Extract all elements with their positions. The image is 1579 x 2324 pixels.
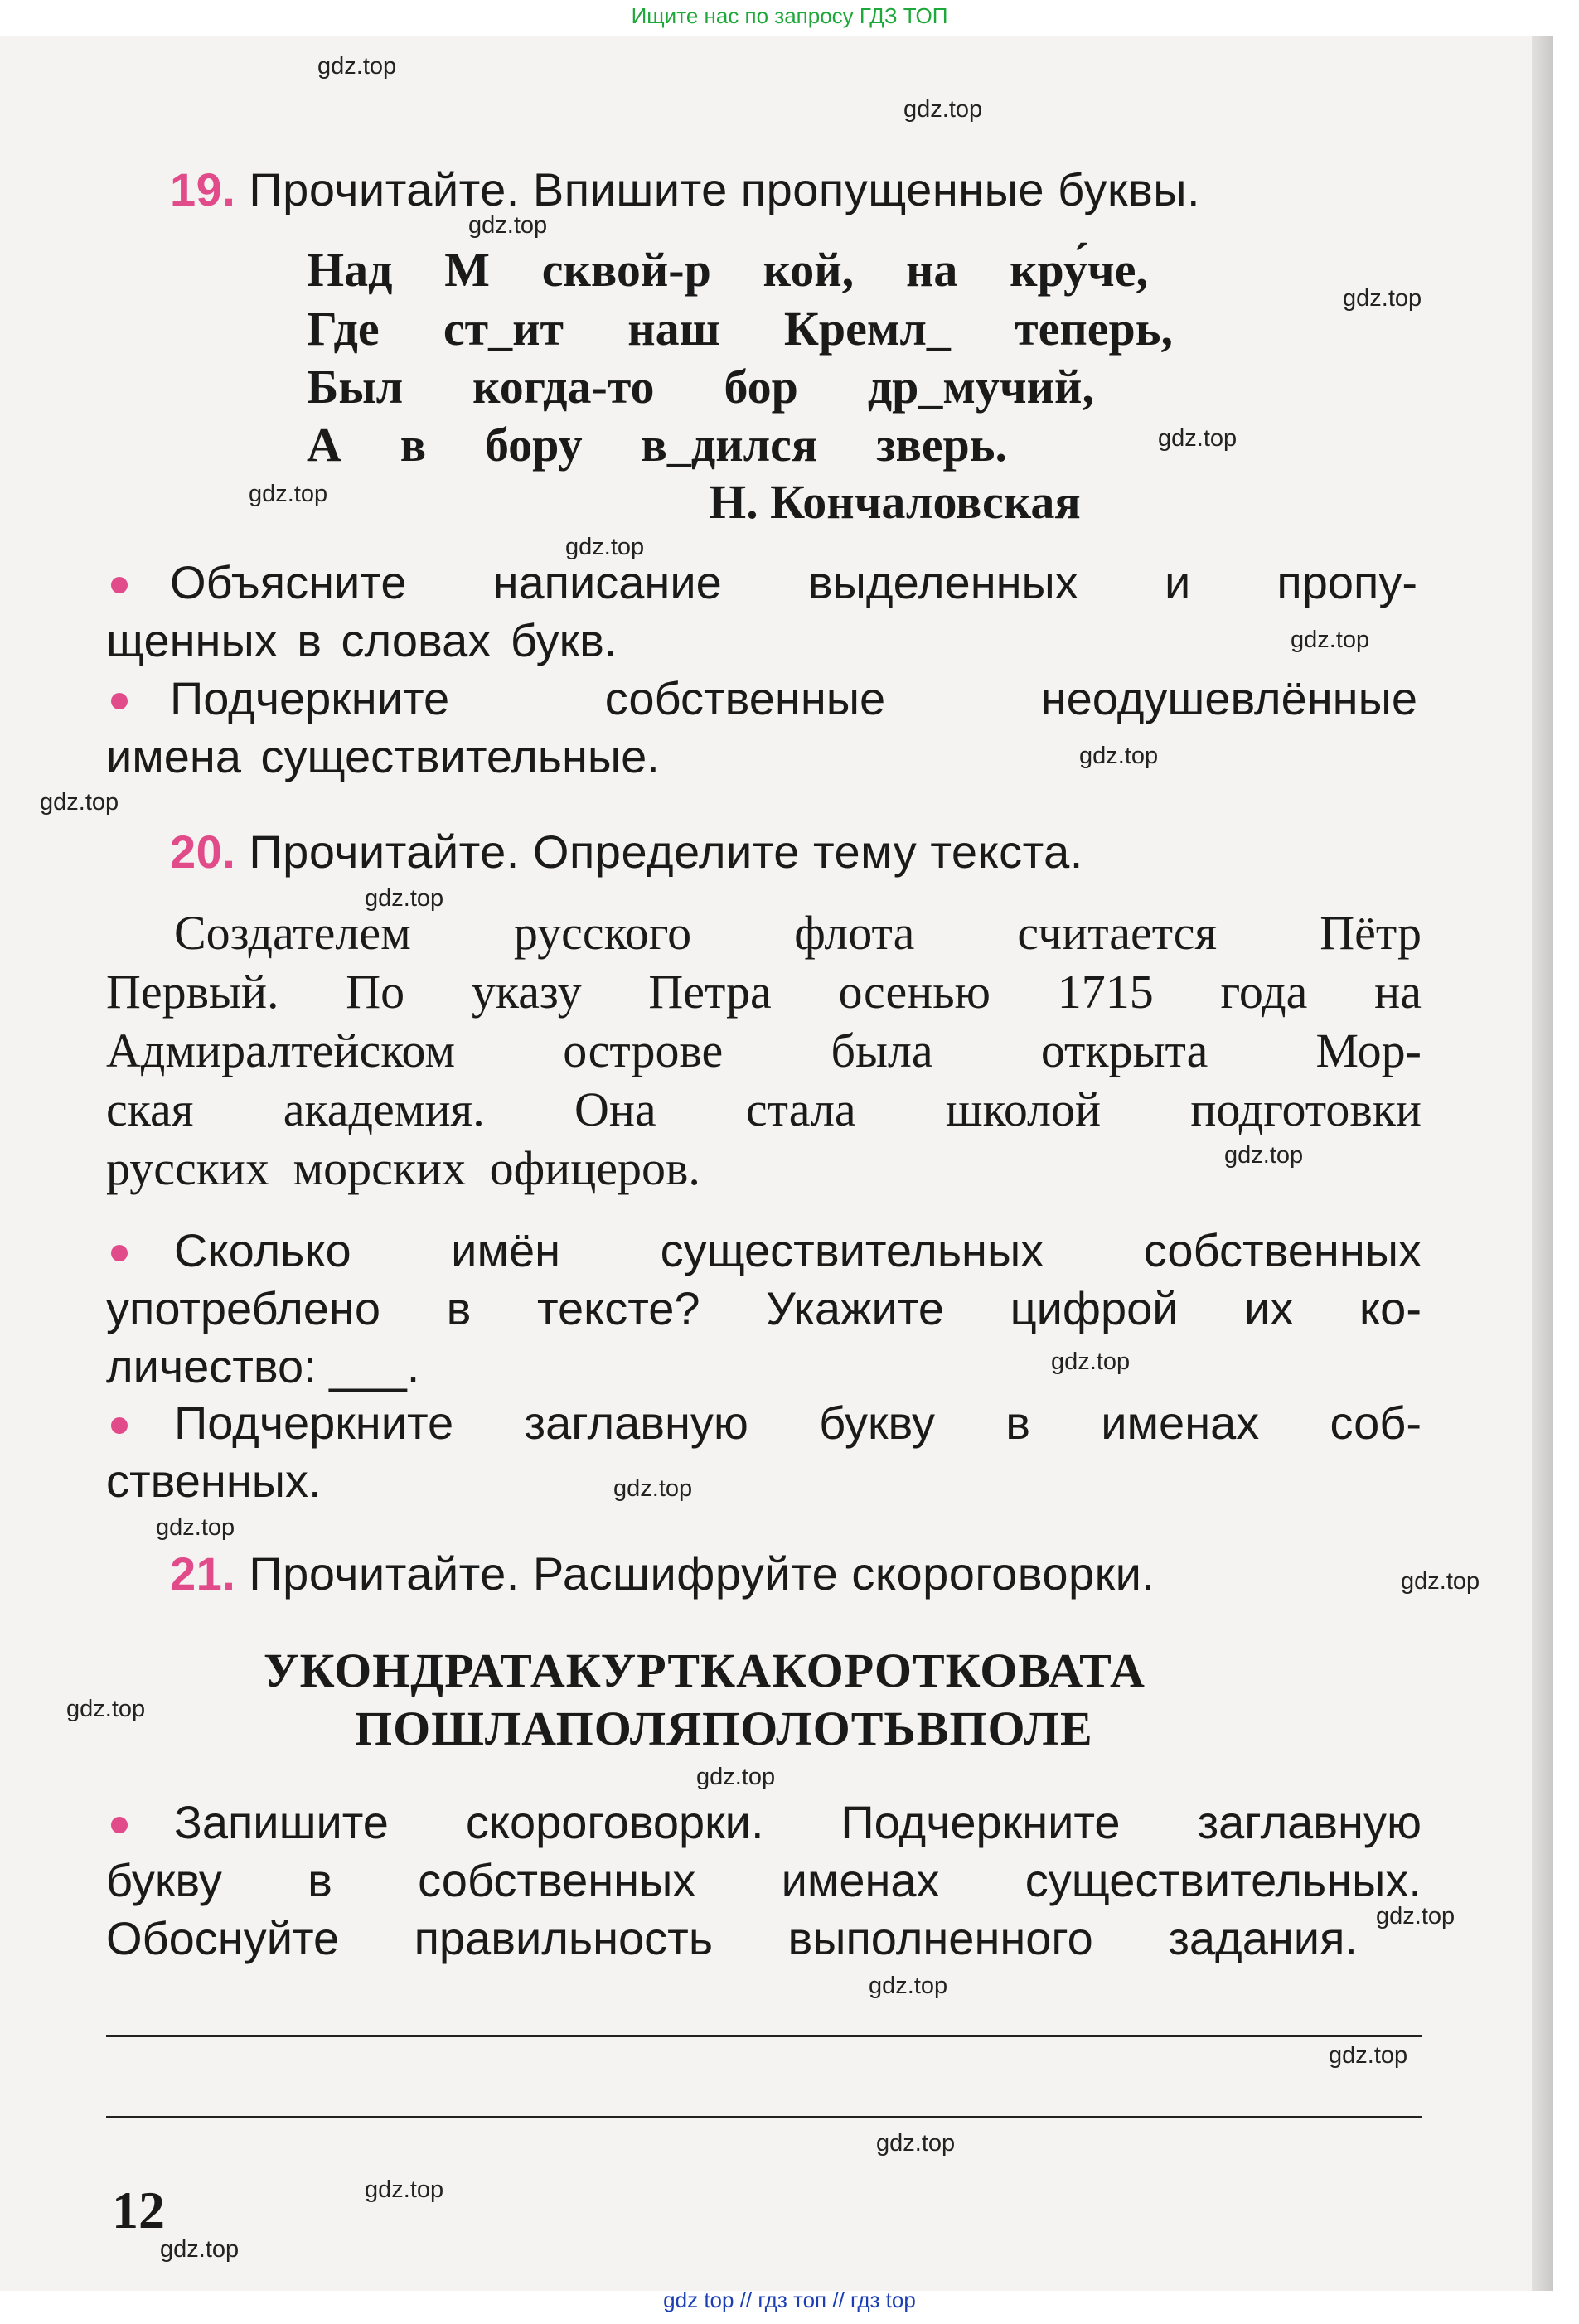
word: Она bbox=[574, 1082, 656, 1136]
poem-word: Кремл_ bbox=[783, 302, 951, 356]
poem-word: в_дился bbox=[641, 418, 818, 472]
word: Сколько bbox=[174, 1224, 351, 1276]
task-20-text-line-5: русских морских офицеров. bbox=[106, 1141, 700, 1195]
watermark: gdz.top bbox=[1291, 627, 1370, 653]
word: в bbox=[1005, 1397, 1031, 1449]
watermark: gdz.top bbox=[876, 2130, 956, 2157]
word: и bbox=[1164, 556, 1191, 608]
word: их bbox=[1244, 1282, 1294, 1334]
watermark: gdz.top bbox=[66, 1696, 146, 1722]
word: Укажите bbox=[766, 1282, 944, 1334]
watermark: gdz.top bbox=[1224, 1142, 1304, 1169]
task-21-title: Прочитайте. Расшифруйте скороговорки. bbox=[249, 1547, 1155, 1600]
word: соб- bbox=[1330, 1397, 1422, 1449]
bullet-icon bbox=[111, 1817, 128, 1833]
word: острове bbox=[563, 1024, 724, 1077]
poem-line-3 bbox=[307, 359, 1094, 414]
top-banner[interactable]: Ищите нас по запросу ГДЗ ТОП bbox=[631, 3, 948, 28]
task-19-bullet-2-line-1 bbox=[170, 671, 1417, 725]
poem-word: М bbox=[444, 243, 490, 297]
watermark: gdz.top bbox=[156, 1514, 235, 1541]
word: собственных bbox=[418, 1854, 696, 1906]
bullet-icon bbox=[111, 1245, 128, 1261]
task-21-number: 21. bbox=[170, 1547, 236, 1600]
task-20-text-line-4 bbox=[106, 1082, 1422, 1137]
task-20-text-line-3 bbox=[106, 1023, 1422, 1078]
task-19-number: 19. bbox=[170, 163, 236, 215]
answer-line-2 bbox=[106, 2116, 1422, 2118]
task-21-bullet-line-2 bbox=[106, 1853, 1422, 1907]
watermark: gdz.top bbox=[1401, 1568, 1480, 1595]
word: заглавную bbox=[524, 1397, 748, 1449]
watermark: gdz.top bbox=[40, 789, 119, 816]
watermark: gdz.top bbox=[1343, 285, 1422, 312]
watermark: gdz.top bbox=[365, 885, 444, 912]
word: Подчеркните bbox=[840, 1796, 1121, 1848]
watermark: gdz.top bbox=[869, 1973, 948, 1999]
task-20-question-1-line-2 bbox=[106, 1281, 1422, 1335]
task-20-number: 20. bbox=[170, 826, 236, 878]
poem-word: сквой-р bbox=[541, 243, 711, 297]
word: Обоснуйте bbox=[106, 1912, 340, 1964]
poem-line-2 bbox=[307, 301, 1173, 356]
task-20-question-1-line-3: личество: ___. bbox=[106, 1340, 420, 1392]
word: пропу- bbox=[1276, 556, 1417, 608]
task-19-bullet-1-line-2: щенных в словах букв. bbox=[106, 614, 618, 666]
task-20-text-line-1 bbox=[174, 905, 1422, 961]
task-19-title: Прочитайте. Впишите пропущенные буквы. bbox=[249, 163, 1201, 215]
word: По bbox=[346, 965, 405, 1019]
bullet-icon bbox=[111, 1417, 128, 1434]
word: открыта bbox=[1040, 1024, 1208, 1077]
task-20-question-2-line-2: ственных. bbox=[106, 1455, 322, 1507]
word: выделенных bbox=[807, 556, 1078, 608]
poem-author: Н. Кончаловская bbox=[709, 475, 1081, 529]
watermark: gdz.top bbox=[365, 2176, 444, 2203]
word: заглавную bbox=[1197, 1796, 1422, 1848]
word: года bbox=[1220, 965, 1308, 1019]
poem-word: когда-то bbox=[472, 360, 655, 414]
poem-word: на bbox=[905, 243, 958, 297]
page-edge bbox=[1532, 36, 1553, 2291]
task-21-bullet-line-3 bbox=[106, 1911, 1358, 1965]
task-21-bullet-line-1 bbox=[174, 1795, 1422, 1849]
word: подготовки bbox=[1190, 1082, 1422, 1136]
word: ко- bbox=[1359, 1282, 1422, 1334]
word: считается bbox=[1017, 906, 1218, 960]
watermark: gdz.top bbox=[1329, 2042, 1408, 2069]
watermark: gdz.top bbox=[613, 1475, 693, 1502]
word: флота bbox=[794, 906, 915, 960]
word: букву bbox=[106, 1854, 222, 1906]
watermark: gdz.top bbox=[696, 1764, 776, 1790]
watermark: gdz.top bbox=[249, 481, 328, 507]
word: выполненного bbox=[787, 1912, 1093, 1964]
word: Мор- bbox=[1315, 1024, 1422, 1077]
watermark: gdz.top bbox=[1158, 425, 1238, 452]
poem-word: Был bbox=[307, 360, 404, 414]
word: неодушевлённые bbox=[1040, 672, 1417, 724]
word: скороговорки. bbox=[465, 1796, 764, 1848]
task-20-header bbox=[170, 825, 1083, 879]
task-20-text-line-2 bbox=[106, 964, 1422, 1019]
word: цифрой bbox=[1010, 1282, 1179, 1334]
poem-word: зверь. bbox=[876, 418, 1007, 472]
word: собственные bbox=[604, 672, 886, 724]
bullet-icon bbox=[111, 577, 128, 593]
word: указу bbox=[471, 965, 582, 1019]
word: употреблено bbox=[106, 1282, 380, 1334]
word: Подчеркните bbox=[174, 1397, 454, 1449]
word: стала bbox=[745, 1082, 856, 1136]
word: тексте? bbox=[536, 1282, 700, 1334]
poem-word: бору bbox=[484, 418, 583, 472]
watermark: gdz.top bbox=[903, 96, 983, 123]
word: собственных bbox=[1143, 1224, 1422, 1276]
word: существительных bbox=[660, 1224, 1044, 1276]
task-19-bullet-2-line-2: имена существительные. bbox=[106, 730, 660, 782]
word: ская bbox=[106, 1082, 194, 1136]
poem-word: А bbox=[307, 418, 341, 472]
answer-line-1 bbox=[106, 2035, 1422, 2037]
word: Петра bbox=[648, 965, 772, 1019]
watermark: gdz.top bbox=[1079, 743, 1159, 769]
word: существительных. bbox=[1024, 1854, 1422, 1906]
poem-word: др_мучий, bbox=[867, 360, 1094, 414]
task-20-title: Прочитайте. Определите тему текста. bbox=[249, 826, 1083, 878]
word: школой bbox=[945, 1082, 1102, 1136]
task-20-question-2-line-1 bbox=[174, 1396, 1422, 1450]
word: Подчеркните bbox=[170, 672, 450, 724]
word: Пётр bbox=[1320, 906, 1422, 960]
word: именах bbox=[1101, 1397, 1260, 1449]
task-19-bullet-1-line-1 bbox=[170, 555, 1417, 609]
word: правильность bbox=[414, 1912, 713, 1964]
word: в bbox=[308, 1854, 332, 1906]
word: написание bbox=[492, 556, 722, 608]
watermark: gdz.top bbox=[317, 53, 397, 80]
poem-word: Над bbox=[307, 243, 393, 297]
word: академия. bbox=[283, 1082, 485, 1136]
watermark: gdz.top bbox=[160, 2236, 240, 2263]
word: Первый. bbox=[106, 965, 279, 1019]
task-21-header bbox=[170, 1547, 1155, 1600]
watermark: gdz.top bbox=[1376, 1903, 1455, 1929]
poem-line-1 bbox=[307, 242, 1148, 298]
word: Адмиралтейском bbox=[106, 1024, 456, 1077]
watermark: gdz.top bbox=[468, 212, 548, 239]
poem-word: ст_ит bbox=[443, 302, 564, 356]
page-number: 12 bbox=[112, 2181, 165, 2239]
poem-word: наш bbox=[627, 302, 720, 356]
word: задания. bbox=[1168, 1912, 1358, 1964]
task-20-question-1-line-1 bbox=[174, 1223, 1422, 1277]
poem-word: кой, bbox=[763, 243, 855, 297]
poem-word: Где bbox=[307, 302, 380, 356]
poem-line-4 bbox=[307, 417, 1007, 472]
word: Создателем bbox=[174, 906, 411, 960]
word: осенью bbox=[838, 965, 991, 1019]
word: 1715 bbox=[1057, 965, 1154, 1019]
watermark: gdz.top bbox=[565, 534, 645, 560]
word: русского bbox=[513, 906, 692, 960]
word: Объясните bbox=[170, 556, 407, 608]
word: в bbox=[446, 1282, 472, 1334]
bottom-banner[interactable]: gdz top // гдз топ // гдз top bbox=[663, 2288, 916, 2312]
poem-word: в bbox=[400, 418, 427, 472]
task-19-header bbox=[170, 162, 1405, 216]
bullet-icon bbox=[111, 693, 128, 709]
poem-word: кру́че, bbox=[1010, 243, 1148, 297]
poem-word: бор bbox=[724, 360, 798, 414]
word: имён bbox=[451, 1224, 561, 1276]
tongue-twister-code-2: ПОШЛАПОЛЯПОЛОТЬВПОЛЕ bbox=[355, 1702, 1093, 1755]
poem-word: теперь, bbox=[1015, 302, 1173, 356]
word: букву bbox=[819, 1397, 936, 1449]
watermark: gdz.top bbox=[1051, 1348, 1131, 1375]
word: на bbox=[1374, 965, 1422, 1019]
word: именах bbox=[781, 1854, 940, 1906]
word: Запишите bbox=[174, 1796, 389, 1848]
tongue-twister-code-1: УКОНДРАТАКУРТКАКОРОТКОВАТА bbox=[264, 1644, 1146, 1697]
word: была bbox=[831, 1024, 933, 1077]
